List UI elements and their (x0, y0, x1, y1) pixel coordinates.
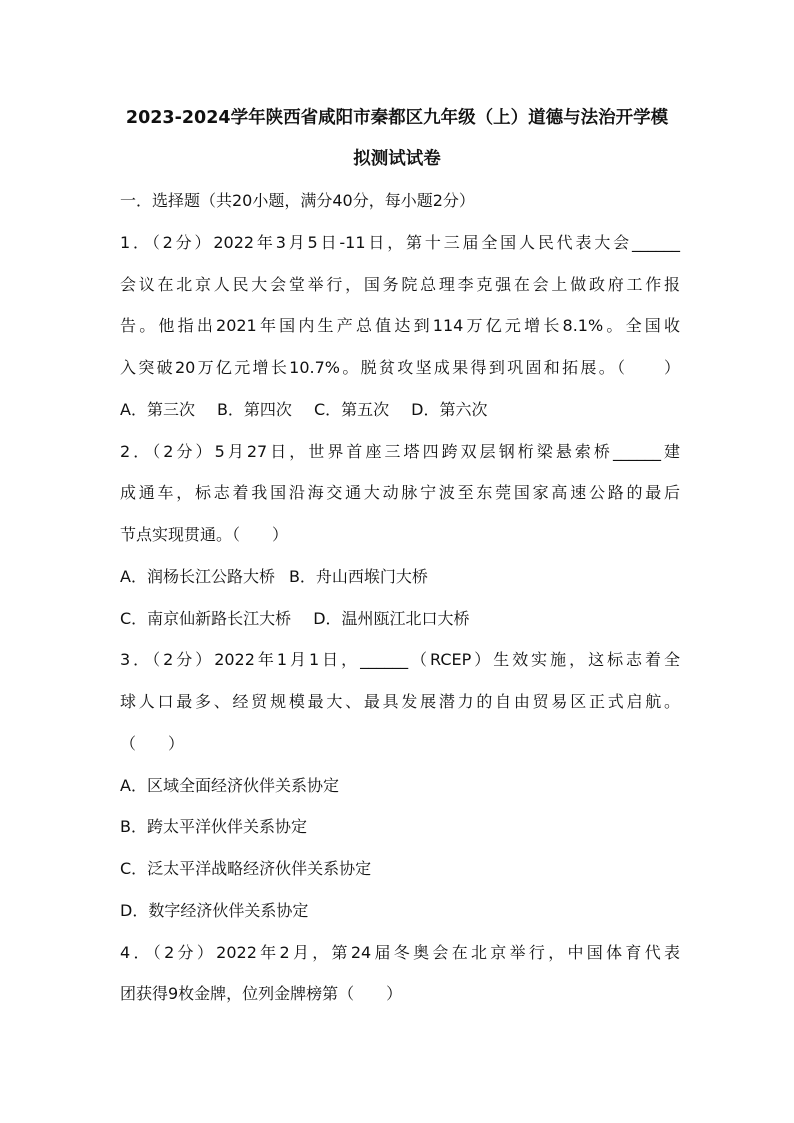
question-3-line-1: 3．（2分）2022年1月1日，______（RCEP）生效实施，这标志着全 (120, 650, 680, 669)
question-2-line-3: 节点实现贯通。（ ） (120, 525, 289, 544)
question-1-options (120, 398, 680, 422)
question-3-line-3: （ ） (120, 734, 185, 753)
question-3-option-c: C．泛太平洋战略经济伙伴关系协定 (120, 859, 372, 878)
question-1-option-c: C．第五次 (313, 400, 390, 419)
question-1-option-a: A．第三次 (120, 400, 195, 419)
question-3-option-b: B．跨太平洋伙伴关系协定 (120, 817, 307, 836)
question-1-line-4: 入突破20万亿元增长10.7%。脱贫攻坚成果得到巩固和拓展。（ ） (120, 358, 680, 377)
question-1-option-d: D．第六次 (411, 400, 488, 419)
question-4-line-2: 团获得9枚金牌，位列金牌榜第（ ） (120, 984, 403, 1003)
question-2-option-a: A．润杨长江公路大桥 (120, 567, 275, 586)
question-2-options-row-2 (120, 607, 680, 631)
question-4-line-1: 4．（2分）2022年2月，第24届冬奥会在北京举行，中国体育代表 (120, 943, 680, 962)
question-1-option-b: B．第四次 (216, 400, 292, 419)
question-1-line-1: 1．（2分）2022年3月5日-11日，第十三届全国人民代表大会______ (120, 233, 680, 252)
section-heading: 一．选择题（共20小题，满分40分，每小题2分） (120, 191, 475, 210)
question-2-option-c: C．南京仙新路长江大桥 (120, 609, 292, 628)
question-2-line-2: 成通车，标志着我国沿海交通大动脉宁波至东莞国家高速公路的最后 (120, 483, 680, 502)
question-2-option-b: B．舟山西堠门大桥 (288, 567, 428, 586)
question-2-option-d: D．温州瓯江北口大桥 (313, 609, 470, 628)
question-3-line-2: 球人口最多、经贸规模最大、最具发展潜力的自由贸易区正式启航。 (120, 692, 680, 711)
question-2-options-row-1 (120, 565, 680, 589)
question-1-line-3: 告。他指出2021年国内生产总值达到114万亿元增长8.1%。全国收 (120, 316, 680, 335)
question-2-line-1: 2．（2分）5月27日，世界首座三塔四跨双层钢桁梁悬索桥______建 (120, 442, 680, 461)
document-title-line-1: 2023-2024学年陕西省咸阳市秦都区九年级（上）道德与法治开学模 (125, 108, 669, 128)
question-3-option-d: D．数字经济伙伴关系协定 (120, 901, 309, 920)
question-3-option-a: A．区域全面经济伙伴关系协定 (120, 776, 339, 795)
document-title-line-2: 拟测试试卷 (353, 149, 441, 169)
question-1-line-2: 会议在北京人民大会堂举行，国务院总理李克强在会上做政府工作报 (120, 275, 680, 294)
